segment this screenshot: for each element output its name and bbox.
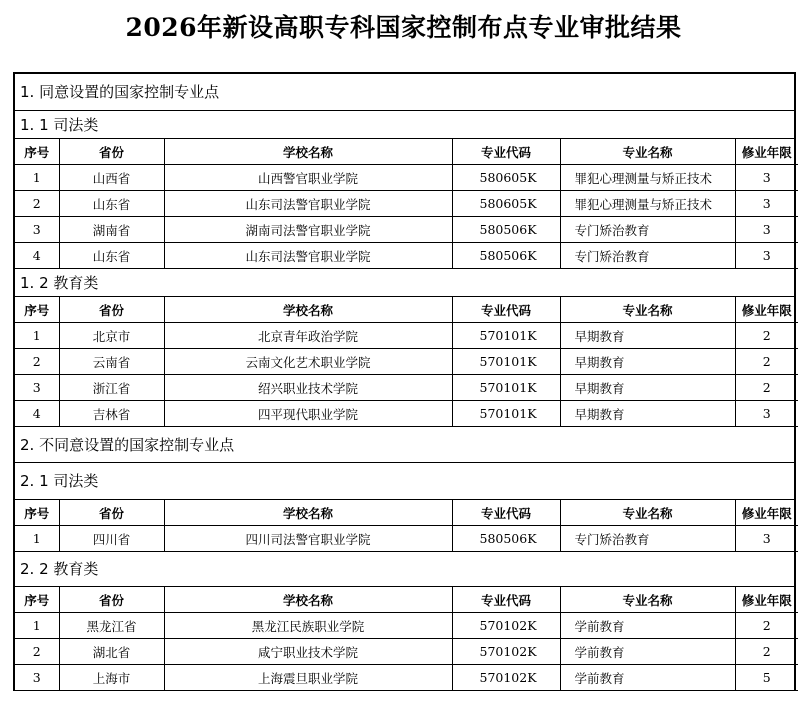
cell-major-name: 学前教育 xyxy=(560,613,735,639)
cell-province: 上海市 xyxy=(59,665,164,691)
cell-index: 3 xyxy=(15,665,59,691)
cell-major-code: 570101K xyxy=(452,349,560,375)
header-cell: 专业代码 xyxy=(452,587,560,613)
table-header-row xyxy=(15,587,798,613)
page-title: 2026年新设高职专科国家控制布点专业审批结果 xyxy=(125,13,682,42)
cell-years: 3 xyxy=(735,217,798,243)
cell-school: 四平现代职业学院 xyxy=(164,401,452,427)
table-header-row xyxy=(15,500,798,526)
cell-school: 四川司法警官职业学院 xyxy=(164,526,452,552)
cell-years: 3 xyxy=(735,191,798,217)
header-cell: 专业名称 xyxy=(560,297,735,323)
table-row xyxy=(15,401,798,427)
cell-major-code: 570102K xyxy=(452,613,560,639)
cell-index: 4 xyxy=(15,243,59,269)
header-cell: 修业年限 xyxy=(735,587,798,613)
cell-province: 湖北省 xyxy=(59,639,164,665)
cell-province: 湖南省 xyxy=(59,217,164,243)
group-heading: 1. 2 教育类 xyxy=(15,269,794,297)
cell-province: 山东省 xyxy=(59,243,164,269)
header-cell: 修业年限 xyxy=(735,139,798,165)
table-row xyxy=(15,349,798,375)
cell-province: 吉林省 xyxy=(59,401,164,427)
cell-major-code: 580506K xyxy=(452,243,560,269)
header-cell: 省份 xyxy=(59,139,164,165)
cell-years: 3 xyxy=(735,401,798,427)
table-row xyxy=(15,323,798,349)
header-cell: 修业年限 xyxy=(735,500,798,526)
cell-years: 2 xyxy=(735,639,798,665)
section-heading: 1. 同意设置的国家控制专业点 xyxy=(15,74,794,111)
cell-index: 3 xyxy=(15,375,59,401)
table-row xyxy=(15,665,798,691)
cell-years: 3 xyxy=(735,243,798,269)
results-table xyxy=(15,297,798,427)
cell-major-name: 早期教育 xyxy=(560,375,735,401)
cell-index: 2 xyxy=(15,191,59,217)
cell-school: 北京青年政治学院 xyxy=(164,323,452,349)
header-cell: 学校名称 xyxy=(164,587,452,613)
cell-major-code: 570102K xyxy=(452,665,560,691)
cell-province: 山东省 xyxy=(59,191,164,217)
cell-major-code: 580506K xyxy=(452,526,560,552)
table-row xyxy=(15,191,798,217)
cell-major-name: 专门矫治教育 xyxy=(560,243,735,269)
cell-major-name: 早期教育 xyxy=(560,401,735,427)
cell-years: 3 xyxy=(735,526,798,552)
section-heading: 2. 不同意设置的国家控制专业点 xyxy=(15,427,794,463)
header-cell: 修业年限 xyxy=(735,297,798,323)
group-heading: 1. 1 司法类 xyxy=(15,111,794,139)
group-heading: 2. 2 教育类 xyxy=(15,552,794,587)
cell-major-name: 学前教育 xyxy=(560,665,735,691)
cell-province: 山西省 xyxy=(59,165,164,191)
header-cell: 省份 xyxy=(59,297,164,323)
cell-years: 2 xyxy=(735,323,798,349)
cell-major-code: 570101K xyxy=(452,401,560,427)
cell-school: 绍兴职业技术学院 xyxy=(164,375,452,401)
table-row xyxy=(15,217,798,243)
cell-major-code: 570101K xyxy=(452,323,560,349)
cell-major-name: 早期教育 xyxy=(560,323,735,349)
table-header-row xyxy=(15,297,798,323)
cell-school: 云南文化艺术职业学院 xyxy=(164,349,452,375)
cell-index: 2 xyxy=(15,639,59,665)
cell-major-code: 570102K xyxy=(452,639,560,665)
cell-index: 1 xyxy=(15,323,59,349)
cell-years: 2 xyxy=(735,613,798,639)
results-table xyxy=(15,587,798,691)
cell-school: 湖南司法警官职业学院 xyxy=(164,217,452,243)
cell-index: 2 xyxy=(15,349,59,375)
cell-school: 山东司法警官职业学院 xyxy=(164,191,452,217)
cell-major-code: 570101K xyxy=(452,375,560,401)
header-cell: 序号 xyxy=(15,587,59,613)
header-cell: 专业名称 xyxy=(560,587,735,613)
results-table xyxy=(15,139,798,269)
cell-major-code: 580605K xyxy=(452,165,560,191)
cell-major-name: 罪犯心理测量与矫正技术 xyxy=(560,191,735,217)
cell-major-name: 学前教育 xyxy=(560,639,735,665)
cell-index: 1 xyxy=(15,613,59,639)
cell-years: 5 xyxy=(735,665,798,691)
cell-years: 2 xyxy=(735,349,798,375)
cell-index: 1 xyxy=(15,165,59,191)
cell-years: 2 xyxy=(735,375,798,401)
cell-province: 四川省 xyxy=(59,526,164,552)
cell-school: 黑龙江民族职业学院 xyxy=(164,613,452,639)
header-cell: 序号 xyxy=(15,297,59,323)
cell-index: 1 xyxy=(15,526,59,552)
header-cell: 序号 xyxy=(15,139,59,165)
table-row xyxy=(15,243,798,269)
cell-major-code: 580506K xyxy=(452,217,560,243)
table-row xyxy=(15,613,798,639)
cell-province: 黑龙江省 xyxy=(59,613,164,639)
header-cell: 省份 xyxy=(59,587,164,613)
cell-years: 3 xyxy=(735,165,798,191)
header-cell: 专业代码 xyxy=(452,297,560,323)
cell-province: 云南省 xyxy=(59,349,164,375)
header-cell: 学校名称 xyxy=(164,297,452,323)
header-cell: 专业代码 xyxy=(452,139,560,165)
header-cell: 学校名称 xyxy=(164,500,452,526)
table-row xyxy=(15,639,798,665)
table-row xyxy=(15,165,798,191)
cell-school: 山西警官职业学院 xyxy=(164,165,452,191)
results-sheet xyxy=(13,72,796,691)
cell-major-name: 罪犯心理测量与矫正技术 xyxy=(560,165,735,191)
results-table xyxy=(15,500,798,552)
cell-school: 咸宁职业技术学院 xyxy=(164,639,452,665)
cell-province: 北京市 xyxy=(59,323,164,349)
cell-index: 3 xyxy=(15,217,59,243)
header-cell: 省份 xyxy=(59,500,164,526)
cell-school: 上海震旦职业学院 xyxy=(164,665,452,691)
header-cell: 序号 xyxy=(15,500,59,526)
cell-province: 浙江省 xyxy=(59,375,164,401)
cell-major-code: 580605K xyxy=(452,191,560,217)
group-heading: 2. 1 司法类 xyxy=(15,463,794,500)
table-row xyxy=(15,526,798,552)
cell-major-name: 专门矫治教育 xyxy=(560,217,735,243)
cell-major-name: 专门矫治教育 xyxy=(560,526,735,552)
header-cell: 专业代码 xyxy=(452,500,560,526)
cell-school: 山东司法警官职业学院 xyxy=(164,243,452,269)
header-cell: 学校名称 xyxy=(164,139,452,165)
header-cell: 专业名称 xyxy=(560,139,735,165)
table-row xyxy=(15,375,798,401)
cell-major-name: 早期教育 xyxy=(560,349,735,375)
cell-index: 4 xyxy=(15,401,59,427)
table-header-row xyxy=(15,139,798,165)
header-cell: 专业名称 xyxy=(560,500,735,526)
